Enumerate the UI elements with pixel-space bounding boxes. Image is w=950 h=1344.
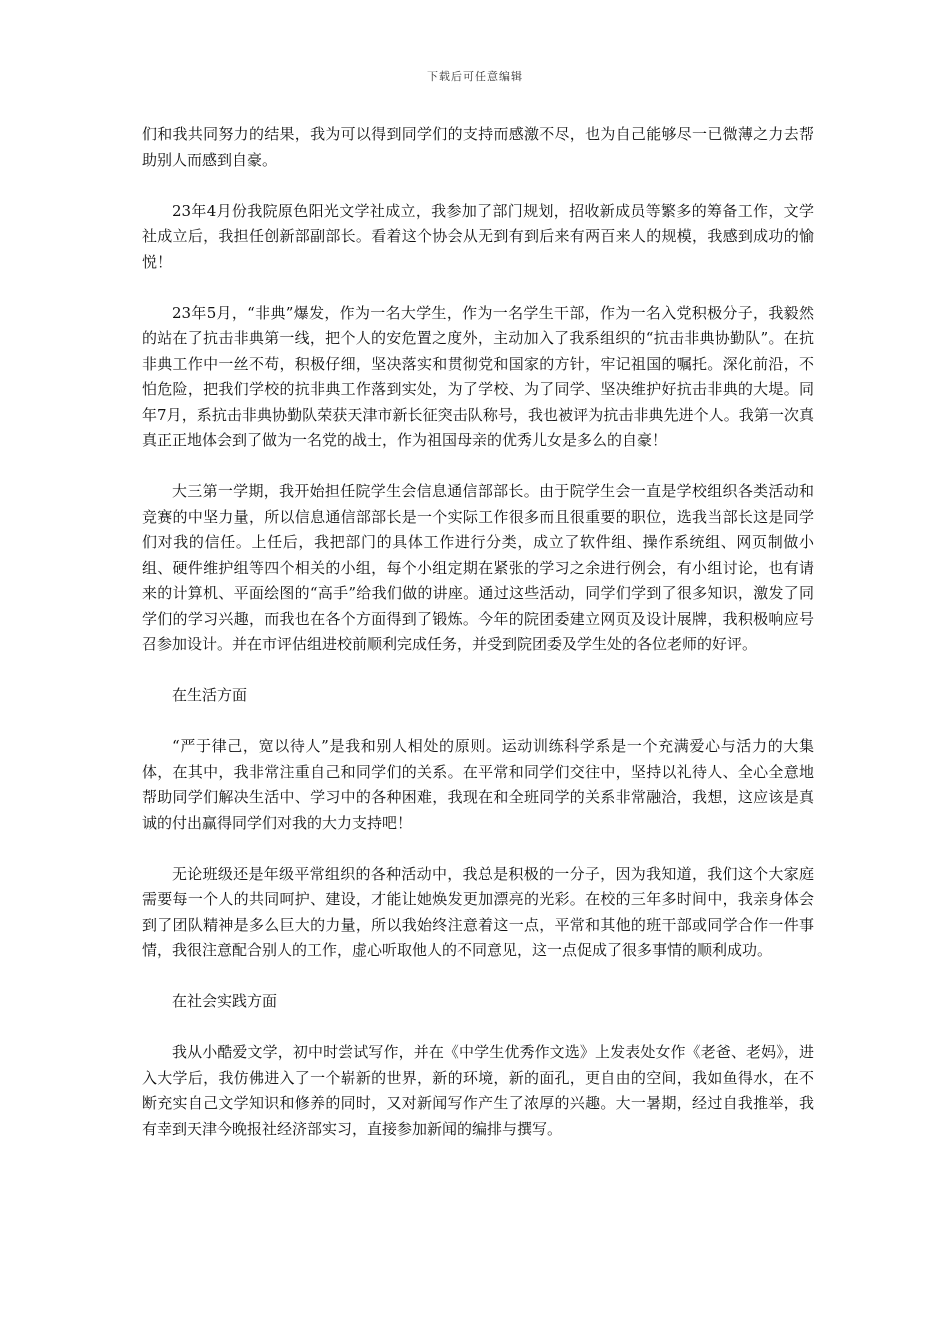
paragraph-literary-society: 23年4月份我院原色阳光文学社成立，我参加了部门规划，招收新成员等繁多的筹备工作，文学社成立后，我担任创新部副部长。看着这个协会从无到有到后来有两百来人的规模，我感到成功的愉悦！ [142,201,814,271]
paragraph-relations: “严于律己，宽以待人”是我和别人相处的原则。运动训练科学系是一个充满爱心与活力的大集体，在其中，我非常注重自己和同学们的关系。在平常和同学们交往中，坚持以礼待人、全心全意地帮助同学们解决生活中、学习中的各种困难，我现在和全班同学的关系非常融洽，我想，这应该是真诚的付出赢得同学们对我的大力支持吧！ [142,737,814,832]
section-heading-life: 在生活方面 [172,686,248,704]
paragraph-sars: 23年5月，“非典”爆发，作为一名大学生，作为一名学生干部，作为一名入党积极分子，我毅然的站在了抗击非典第一线，把个人的安危置之度外，主动加入了我系组织的“抗击非典协勤队”。在抗非典工作中一丝不苟，积极仔细，坚决落实和贯彻党和国家的方针，牢记祖国的嘱托。深化前沿，不怕危险，把我们学校的抗非典工作落到实处，为了学校、为了同学、坚决维护好抗击非典的大堤。同年7月，系抗击非典协勤队荣获天津市新长征突击队称号，我也被评为抗击非典先进个人。我第一次真真正正地体会到了做为一名党的战士，作为祖国母亲的优秀儿女是多么的自豪！ [142,303,814,449]
section-heading-social-practice: 在社会实践方面 [172,992,278,1010]
header-note: 下载后可任意编辑 [427,70,523,83]
document-body [142,122,814,1168]
paragraph-teamwork: 无论班级还是年级平常组织的各种活动中，我总是积极的一分子，因为我知道，我们这个大家庭需要每一个人的共同呵护、建设，才能让她焕发更加漂亮的光彩。在校的三年多时间中，我亲身体会到了团队精神是多么巨大的力量，所以我始终注意着这一点，平常和其他的班干部或同学合作一件事情，我很注意配合别人的工作，虚心听取他人的不同意见，这一点促成了很多事情的顺利成功。 [142,864,814,959]
paragraph-continuation: 们和我共同努力的结果，我为可以得到同学们的支持而感激不尽，也为自己能够尽一已微薄之力去帮助别人而感到自豪。 [142,125,814,169]
paragraph-literature: 我从小酷爱文学，初中时尝试写作，并在《中学生优秀作文选》上发表处女作《老爸、老妈》，进入大学后，我仿佛进入了一个崭新的世界，新的环境，新的面孔，更自由的空间，我如鱼得水，在不断充实自己文学知识和修养的同时，又对新闻写作产生了浓厚的兴趣。大一暑期，经过自我推举，我有幸到天津今晚报社经济部实习，直接参加新闻的编排与撰写。 [142,1043,814,1138]
paragraph-student-union: 大三第一学期，我开始担任院学生会信息通信部部长。由于院学生会一直是学校组织各类活动和竞赛的中坚力量，所以信息通信部部长是一个实际工作很多而且很重要的职位，选我当部长这是同学们对我的信任。上任后，我把部门的具体工作进行分类，成立了软件组、操作系统组、网页制做小组、硬件维护组等四个相关的小组，每个小组定期在紧张的学习之余进行例会，有小组讨论，也有请来的计算机、平面绘图的“高手”给我们做的讲座。通过这些活动，同学们学到了很多知识，激发了同学们的学习兴趣，而我也在各个方面得到了锻炼。今年的院团委建立网页及设计展牌，我积极响应号召参加设计。并在市评估组进校前顺利完成任务，并受到院团委及学生处的各位老师的好评。 [142,482,814,653]
